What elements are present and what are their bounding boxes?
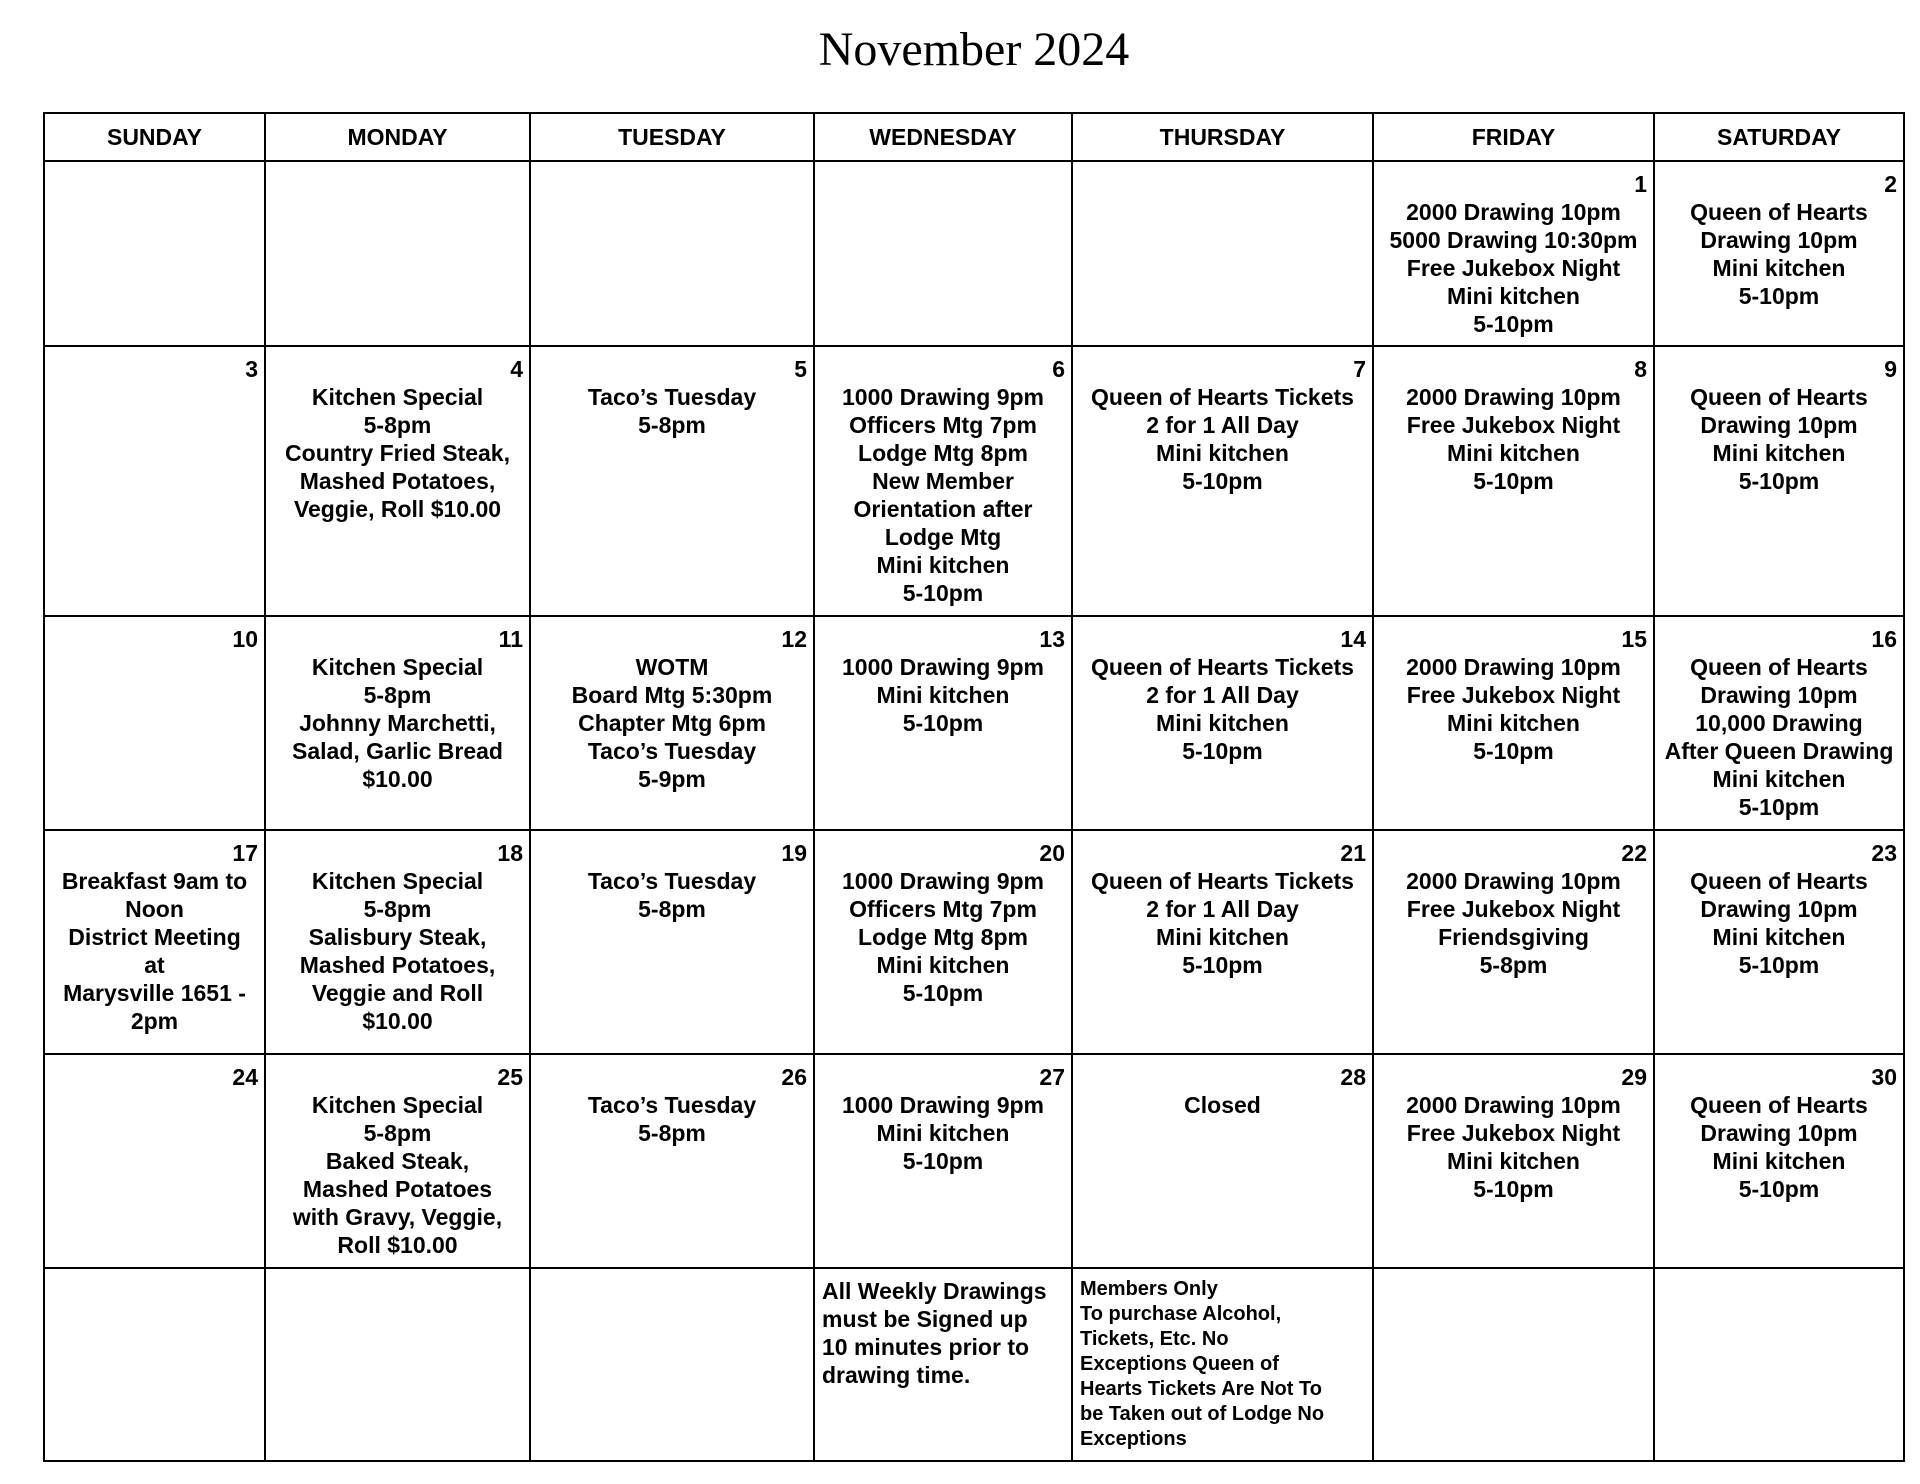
event-line: Mini kitchen — [1156, 440, 1289, 466]
day-number: 8 — [1634, 356, 1647, 382]
day-number: 30 — [1871, 1064, 1897, 1090]
day-events — [272, 383, 523, 523]
day-number: 16 — [1871, 626, 1897, 652]
day-number: 13 — [1039, 626, 1065, 652]
day-cell — [265, 830, 530, 1054]
event-line: Taco’s Tuesday — [587, 384, 757, 410]
event-line: Chapter Mtg 6pm — [578, 710, 766, 736]
day-number: 7 — [1353, 356, 1366, 382]
event-line: 5-8pm — [363, 682, 432, 708]
event-line: Queen of Hearts Tickets — [1091, 384, 1354, 410]
day-content — [1073, 617, 1372, 771]
week-row — [44, 616, 1904, 830]
event-line: at — [144, 952, 165, 978]
empty-cell — [1373, 1268, 1654, 1461]
day-content — [1655, 162, 1903, 316]
event-line: with Gravy, Veggie, — [292, 1204, 503, 1230]
day-content — [1374, 617, 1653, 771]
day-content — [45, 617, 264, 659]
day-cell — [530, 616, 814, 830]
day-number: 15 — [1621, 626, 1647, 652]
note-line: be Taken out of Lodge No — [1080, 1403, 1325, 1425]
event-line: Mini kitchen — [1712, 255, 1846, 281]
day-events — [1661, 867, 1897, 979]
empty-cell — [44, 161, 265, 346]
day-cell — [265, 616, 530, 830]
day-content — [1655, 347, 1903, 501]
day-events — [1079, 653, 1366, 765]
weekday-header: MONDAY — [265, 113, 530, 161]
event-line: Orientation after — [853, 496, 1033, 522]
day-content — [1374, 162, 1653, 344]
week-row — [44, 1054, 1904, 1268]
event-line: Veggie, Roll $10.00 — [293, 496, 502, 522]
event-line: 2 for 1 All Day — [1146, 682, 1299, 708]
event-line: Veggie and Roll — [311, 980, 484, 1006]
note-line: drawing time. — [822, 1362, 971, 1388]
day-events — [1380, 653, 1647, 765]
event-line: 5-10pm — [1473, 738, 1554, 764]
day-cell — [265, 346, 530, 616]
members-note — [1073, 1269, 1372, 1460]
event-line: 5-10pm — [1473, 468, 1554, 494]
event-line: 5-8pm — [1479, 952, 1548, 978]
calendar-title: November 2024 — [818, 23, 1130, 76]
event-line: 5-8pm — [638, 896, 706, 922]
event-line: Queen of Hearts — [1690, 654, 1868, 680]
day-content — [815, 1055, 1071, 1181]
event-line: 5-10pm — [902, 1148, 984, 1174]
event-line: Free Jukebox Night — [1406, 896, 1621, 922]
day-cell — [814, 346, 1072, 616]
event-line: Queen of Hearts — [1690, 199, 1868, 225]
day-content — [266, 162, 529, 176]
event-line: Noon — [125, 896, 184, 922]
day-content — [1073, 347, 1372, 501]
day-number: 14 — [1340, 626, 1366, 652]
day-number: 29 — [1621, 1064, 1647, 1090]
event-line: District Meeting — [68, 924, 241, 950]
event-line: 5-8pm — [363, 1120, 432, 1146]
event-line: Mini kitchen — [1156, 710, 1289, 736]
day-number: 17 — [232, 840, 258, 866]
event-line: Board Mtg 5:30pm — [571, 682, 773, 708]
event-line: Queen of Hearts — [1690, 868, 1868, 894]
day-cell — [265, 1054, 530, 1268]
event-line: Closed — [1184, 1092, 1261, 1118]
event-line: Lodge Mtg 8pm — [858, 924, 1028, 950]
day-cell — [1072, 1054, 1373, 1268]
event-line: Kitchen Special — [311, 654, 484, 680]
weekday-header: FRIDAY — [1373, 113, 1654, 161]
day-events — [821, 383, 1065, 607]
day-cell — [1654, 346, 1904, 616]
day-cell — [1373, 830, 1654, 1054]
empty-cell — [265, 161, 530, 346]
day-content — [1374, 347, 1653, 501]
empty-cell — [530, 161, 814, 346]
day-events — [537, 383, 807, 439]
event-line: 5-10pm — [1738, 952, 1820, 978]
event-line: Free Jukebox Night — [1406, 1120, 1621, 1146]
day-content — [1655, 831, 1903, 985]
empty-cell — [1654, 1268, 1904, 1461]
day-cell — [814, 830, 1072, 1054]
event-line: 5-8pm — [363, 412, 432, 438]
event-line: Mashed Potatoes, — [299, 468, 496, 494]
event-line: Drawing 10pm — [1700, 227, 1858, 253]
event-line: Taco’s Tuesday — [587, 1092, 757, 1118]
day-number: 21 — [1340, 840, 1366, 866]
event-line: 2000 Drawing 10pm — [1406, 868, 1621, 894]
event-line: Queen of Hearts Tickets — [1091, 868, 1354, 894]
day-events — [537, 867, 807, 923]
day-content — [45, 831, 264, 1041]
day-events — [272, 867, 523, 1035]
event-line: Mini kitchen — [1447, 1148, 1580, 1174]
event-line: Officers Mtg 7pm — [849, 412, 1037, 438]
event-line: Mini kitchen — [1712, 1148, 1846, 1174]
day-number: 20 — [1039, 840, 1065, 866]
event-line: Mini kitchen — [1447, 283, 1580, 309]
event-line: Lodge Mtg 8pm — [858, 440, 1028, 466]
event-line: Mini kitchen — [1447, 710, 1580, 736]
event-line: Taco’s Tuesday — [587, 738, 757, 764]
event-line: Roll $10.00 — [337, 1232, 458, 1258]
event-line: 5-10pm — [1473, 311, 1554, 337]
day-number: 25 — [497, 1064, 523, 1090]
day-cell — [44, 616, 265, 830]
event-line: 5-8pm — [363, 896, 432, 922]
event-line: Officers Mtg 7pm — [849, 896, 1037, 922]
empty-cell — [530, 1268, 814, 1461]
empty-cell — [265, 1268, 530, 1461]
day-number: 19 — [781, 840, 807, 866]
day-cell — [814, 616, 1072, 830]
event-line: Mashed Potatoes, — [299, 952, 496, 978]
day-events — [1661, 1091, 1897, 1203]
day-number: 24 — [232, 1064, 258, 1090]
day-events — [1661, 653, 1897, 821]
day-number: 22 — [1621, 840, 1647, 866]
event-line: 5-10pm — [1738, 283, 1820, 309]
day-events — [821, 653, 1065, 737]
day-number: 10 — [232, 626, 258, 652]
day-events — [272, 1091, 523, 1259]
day-number: 12 — [781, 626, 807, 652]
note-line: 10 minutes prior to — [822, 1334, 1030, 1360]
weekday-header: TUESDAY — [530, 113, 814, 161]
week-row — [44, 830, 1904, 1054]
day-cell — [44, 346, 265, 616]
day-number: 11 — [498, 626, 523, 652]
note-line: must be Signed up — [822, 1306, 1028, 1332]
day-content — [531, 617, 813, 799]
day-events — [1661, 198, 1897, 310]
day-events — [537, 653, 807, 793]
event-line: Mini kitchen — [1712, 766, 1846, 792]
event-line: Kitchen Special — [311, 868, 484, 894]
day-content — [1073, 1055, 1372, 1125]
notes-row — [44, 1268, 1904, 1461]
event-line: 2pm — [130, 1008, 179, 1034]
day-content — [45, 1055, 264, 1097]
day-number: 4 — [510, 356, 523, 382]
event-line: 10,000 Drawing — [1695, 710, 1863, 736]
day-number: 5 — [794, 356, 807, 382]
day-number: 26 — [781, 1064, 807, 1090]
event-line: 5-10pm — [902, 580, 984, 606]
day-events — [821, 867, 1065, 1007]
day-cell — [44, 830, 265, 1054]
note-line: Exceptions — [1080, 1428, 1187, 1450]
event-line: After Queen Drawing — [1664, 738, 1894, 764]
day-content — [266, 1055, 529, 1265]
day-cell — [1654, 830, 1904, 1054]
day-events — [821, 1091, 1065, 1175]
event-line: Breakfast 9am to — [61, 868, 248, 894]
event-line: Queen of Hearts Tickets — [1091, 654, 1354, 680]
event-line: 2 for 1 All Day — [1146, 896, 1299, 922]
day-cell — [1072, 830, 1373, 1054]
event-line: 5-10pm — [1182, 468, 1263, 494]
week-row — [44, 346, 1904, 616]
weekday-header: SUNDAY — [44, 113, 265, 161]
event-line: Mini kitchen — [1156, 924, 1289, 950]
event-line: Queen of Hearts — [1690, 1092, 1868, 1118]
note-line: Tickets, Etc. No — [1080, 1328, 1229, 1350]
day-content — [531, 347, 813, 445]
day-cell — [1654, 1054, 1904, 1268]
event-line: Mini kitchen — [876, 952, 1010, 978]
day-events — [1661, 383, 1897, 495]
day-content — [531, 1055, 813, 1153]
weekday-header: THURSDAY — [1072, 113, 1373, 161]
day-content — [815, 347, 1071, 613]
day-content — [45, 162, 264, 176]
day-number: 28 — [1340, 1064, 1366, 1090]
empty-cell — [1072, 161, 1373, 346]
event-line: Baked Steak, — [325, 1148, 470, 1174]
day-cell — [530, 346, 814, 616]
event-line: Mini kitchen — [1712, 440, 1846, 466]
event-line: Mashed Potatoes — [302, 1176, 493, 1202]
event-line: 2000 Drawing 10pm — [1406, 384, 1621, 410]
event-line: Kitchen Special — [311, 1092, 484, 1118]
event-line: Salad, Garlic Bread — [292, 738, 503, 764]
event-line: 5-9pm — [638, 766, 706, 792]
day-content — [45, 347, 264, 389]
event-line: Free Jukebox Night — [1406, 255, 1621, 281]
event-line: 2000 Drawing 10pm — [1406, 199, 1621, 225]
note-line: Hearts Tickets Are Not To — [1080, 1378, 1322, 1400]
day-content — [815, 162, 1071, 176]
day-content — [1655, 617, 1903, 827]
event-line: Drawing 10pm — [1700, 1120, 1858, 1146]
event-line: 5000 Drawing 10:30pm — [1389, 227, 1638, 253]
event-line: Drawing 10pm — [1700, 896, 1858, 922]
event-line: Mini kitchen — [876, 1120, 1010, 1146]
day-content — [815, 831, 1071, 1013]
weekday-header: SATURDAY — [1654, 113, 1904, 161]
day-cell — [1072, 346, 1373, 616]
event-line: New Member — [872, 468, 1014, 494]
empty-cell — [814, 161, 1072, 346]
event-line: 5-10pm — [1738, 468, 1820, 494]
event-line: 5-10pm — [1738, 1176, 1820, 1202]
day-content — [531, 831, 813, 929]
day-cell — [1373, 346, 1654, 616]
day-events — [51, 867, 258, 1035]
event-line: Drawing 10pm — [1700, 412, 1858, 438]
drawings-note-cell — [814, 1268, 1072, 1461]
note-line: Members Only — [1080, 1278, 1218, 1300]
day-cell — [1072, 616, 1373, 830]
event-line: Free Jukebox Night — [1406, 412, 1621, 438]
day-content — [1655, 1055, 1903, 1209]
event-line: 5-10pm — [902, 980, 984, 1006]
event-line: Queen of Hearts — [1690, 384, 1868, 410]
event-line: 5-10pm — [1738, 794, 1820, 820]
event-line: Mini kitchen — [1447, 440, 1580, 466]
event-line: 2000 Drawing 10pm — [1406, 1092, 1621, 1118]
event-line: Johnny Marchetti, — [299, 710, 496, 736]
event-line: 2000 Drawing 10pm — [1406, 654, 1621, 680]
note-line: Exceptions Queen of — [1080, 1353, 1279, 1375]
day-number: 23 — [1871, 840, 1897, 866]
event-line: Taco’s Tuesday — [587, 868, 757, 894]
day-events — [1079, 1091, 1366, 1119]
day-events — [1380, 383, 1647, 495]
day-number: 2 — [1884, 171, 1897, 197]
event-line: 2 for 1 All Day — [1146, 412, 1299, 438]
day-events — [1380, 1091, 1647, 1203]
event-line: $10.00 — [362, 1008, 433, 1034]
day-content — [266, 831, 529, 1041]
calendar-grid — [43, 112, 1905, 1462]
day-cell — [1373, 1054, 1654, 1268]
drawings-note — [815, 1269, 1071, 1397]
event-line: 1000 Drawing 9pm — [842, 384, 1044, 410]
event-line: 1000 Drawing 9pm — [842, 868, 1044, 894]
event-line: WOTM — [635, 654, 709, 680]
event-line: 5-10pm — [902, 710, 984, 736]
day-cell — [1373, 161, 1654, 346]
event-line: Country Fried Steak, — [285, 440, 510, 466]
weekday-header-row — [44, 113, 1904, 161]
event-line: $10.00 — [362, 766, 433, 792]
day-cell — [44, 1054, 265, 1268]
event-line: Mini kitchen — [876, 552, 1010, 578]
event-line: 5-10pm — [1182, 738, 1263, 764]
note-line: All Weekly Drawings — [822, 1278, 1047, 1304]
day-cell — [1654, 616, 1904, 830]
note-line: To purchase Alcohol, — [1080, 1303, 1282, 1325]
event-line: 5-10pm — [1182, 952, 1263, 978]
day-events — [1380, 198, 1647, 338]
event-line: Mini kitchen — [1712, 924, 1846, 950]
day-number: 3 — [245, 356, 258, 382]
empty-cell — [44, 1268, 265, 1461]
event-line: Friendsgiving — [1438, 924, 1589, 950]
day-cell — [814, 1054, 1072, 1268]
day-cell — [1373, 616, 1654, 830]
event-line: 5-8pm — [638, 1120, 706, 1146]
day-cell — [1654, 161, 1904, 346]
day-number: 6 — [1052, 356, 1065, 382]
day-events — [1079, 867, 1366, 979]
day-number: 9 — [1884, 356, 1897, 382]
weekday-header: WEDNESDAY — [814, 113, 1072, 161]
day-number: 27 — [1039, 1064, 1065, 1090]
event-line: Salisbury Steak, — [308, 924, 487, 950]
day-events — [272, 653, 523, 793]
day-content — [1073, 162, 1372, 176]
event-line: Free Jukebox Night — [1406, 682, 1621, 708]
event-line: 5-10pm — [1473, 1176, 1554, 1202]
event-line: Marysville 1651 - — [63, 980, 246, 1006]
event-line: Drawing 10pm — [1700, 682, 1858, 708]
day-content — [815, 617, 1071, 743]
day-content — [1374, 1055, 1653, 1209]
day-content — [1374, 831, 1653, 985]
event-line: Mini kitchen — [876, 682, 1010, 708]
day-content — [266, 347, 529, 529]
day-number: 18 — [497, 840, 523, 866]
day-number: 1 — [1634, 171, 1647, 197]
day-content — [1073, 831, 1372, 985]
day-cell — [530, 830, 814, 1054]
event-line: 1000 Drawing 9pm — [842, 1092, 1044, 1118]
day-content — [266, 617, 529, 799]
members-note-cell — [1072, 1268, 1373, 1461]
day-events — [1380, 867, 1647, 979]
day-events — [537, 1091, 807, 1147]
event-line: 1000 Drawing 9pm — [842, 654, 1044, 680]
event-line: Lodge Mtg — [884, 524, 1002, 550]
event-line: 5-8pm — [638, 412, 706, 438]
day-events — [1079, 383, 1366, 495]
day-content — [531, 162, 813, 176]
event-line: Kitchen Special — [311, 384, 484, 410]
day-cell — [530, 1054, 814, 1268]
week-row — [44, 161, 1904, 346]
